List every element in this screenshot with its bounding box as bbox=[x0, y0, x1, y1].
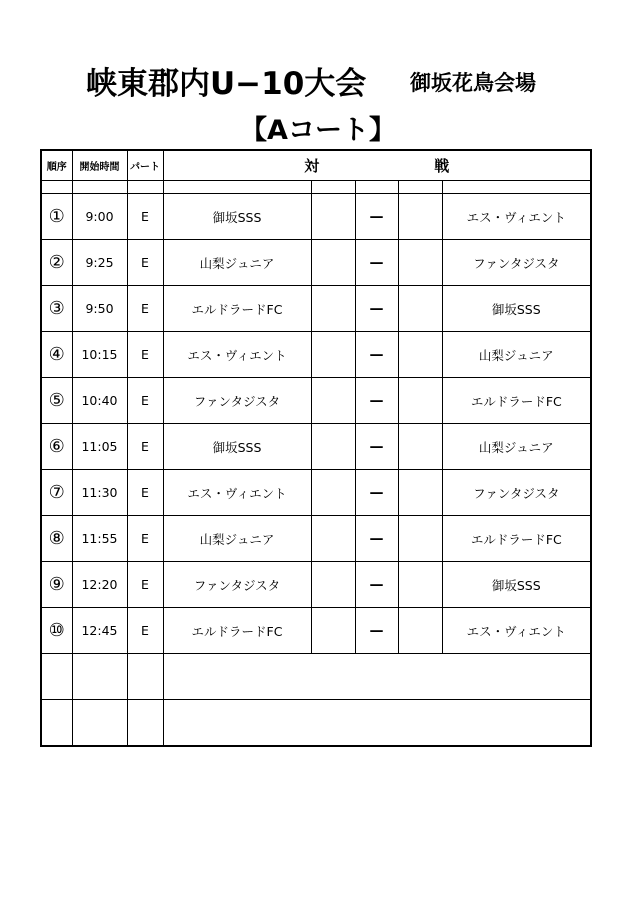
versus-dash: — bbox=[355, 562, 398, 608]
venue-name: 御坂花鳥会場 bbox=[410, 71, 536, 95]
match-number: ⑧ bbox=[41, 516, 72, 562]
match-number: ③ bbox=[41, 286, 72, 332]
title-row bbox=[0, 58, 636, 102]
match-time: 9:25 bbox=[72, 240, 127, 286]
header-start-time: 開始時間 bbox=[72, 150, 127, 181]
table-row bbox=[41, 470, 591, 516]
away-team: エス・ヴィエント bbox=[442, 608, 591, 654]
match-number: ④ bbox=[41, 332, 72, 378]
versus-dash: — bbox=[355, 516, 398, 562]
home-team: エス・ヴィエント bbox=[163, 332, 311, 378]
schedule-body bbox=[41, 181, 591, 747]
header-order: 順序 bbox=[41, 150, 72, 181]
home-team: 御坂SSS bbox=[163, 424, 311, 470]
away-team: 山梨ジュニア bbox=[442, 332, 591, 378]
empty-row bbox=[41, 654, 591, 700]
home-team: ファンタジスタ bbox=[163, 562, 311, 608]
away-score-cell bbox=[398, 378, 442, 424]
match-part: E bbox=[127, 424, 163, 470]
match-time: 10:15 bbox=[72, 332, 127, 378]
table-row bbox=[41, 424, 591, 470]
match-part: E bbox=[127, 470, 163, 516]
home-team: エルドラードFC bbox=[163, 286, 311, 332]
home-score-cell bbox=[311, 608, 355, 654]
empty-number bbox=[41, 654, 72, 700]
table-row bbox=[41, 194, 591, 240]
match-part: E bbox=[127, 286, 163, 332]
away-team: 山梨ジュニア bbox=[442, 424, 591, 470]
away-team: エルドラードFC bbox=[442, 516, 591, 562]
versus-dash: — bbox=[355, 240, 398, 286]
match-part: E bbox=[127, 562, 163, 608]
home-team: 山梨ジュニア bbox=[163, 240, 311, 286]
match-number: ⑨ bbox=[41, 562, 72, 608]
empty-time bbox=[72, 654, 127, 700]
match-part: E bbox=[127, 240, 163, 286]
versus-dash: — bbox=[355, 608, 398, 654]
court-label: 【Aコート】 bbox=[240, 115, 396, 146]
match-time: 10:40 bbox=[72, 378, 127, 424]
match-part: E bbox=[127, 332, 163, 378]
tournament-title: 峡東郡内U−10大会 bbox=[86, 66, 367, 102]
empty-part bbox=[127, 654, 163, 700]
match-number: ⑩ bbox=[41, 608, 72, 654]
match-time: 9:50 bbox=[72, 286, 127, 332]
header-vs-right: 戦 bbox=[434, 157, 450, 175]
empty-match bbox=[163, 700, 591, 747]
match-number: ⑦ bbox=[41, 470, 72, 516]
away-team: ファンタジスタ bbox=[442, 240, 591, 286]
home-score-cell bbox=[311, 240, 355, 286]
match-part: E bbox=[127, 516, 163, 562]
home-team: 山梨ジュニア bbox=[163, 516, 311, 562]
table-row bbox=[41, 562, 591, 608]
away-team: エス・ヴィエント bbox=[442, 194, 591, 240]
home-score-cell bbox=[311, 286, 355, 332]
away-score-cell bbox=[398, 608, 442, 654]
match-part: E bbox=[127, 608, 163, 654]
header-part: パート bbox=[127, 150, 163, 181]
empty-time bbox=[72, 700, 127, 747]
away-score-cell bbox=[398, 516, 442, 562]
home-score-cell bbox=[311, 194, 355, 240]
away-team: 御坂SSS bbox=[442, 562, 591, 608]
versus-dash: — bbox=[355, 470, 398, 516]
table-row bbox=[41, 240, 591, 286]
away-score-cell bbox=[398, 240, 442, 286]
versus-dash: — bbox=[355, 194, 398, 240]
away-score-cell bbox=[398, 194, 442, 240]
empty-match bbox=[163, 654, 591, 700]
empty-row bbox=[41, 700, 591, 747]
match-time: 11:30 bbox=[72, 470, 127, 516]
away-score-cell bbox=[398, 332, 442, 378]
away-score-cell bbox=[398, 424, 442, 470]
schedule-table bbox=[40, 149, 592, 747]
away-team: ファンタジスタ bbox=[442, 470, 591, 516]
versus-dash: — bbox=[355, 378, 398, 424]
match-number: ① bbox=[41, 194, 72, 240]
match-time: 11:05 bbox=[72, 424, 127, 470]
away-team: 御坂SSS bbox=[442, 286, 591, 332]
home-score-cell bbox=[311, 516, 355, 562]
home-team: ファンタジスタ bbox=[163, 378, 311, 424]
away-team: エルドラードFC bbox=[442, 378, 591, 424]
match-time: 12:45 bbox=[72, 608, 127, 654]
match-time: 12:20 bbox=[72, 562, 127, 608]
match-number: ② bbox=[41, 240, 72, 286]
table-row bbox=[41, 608, 591, 654]
home-team: エルドラードFC bbox=[163, 608, 311, 654]
away-score-cell bbox=[398, 286, 442, 332]
match-number: ⑥ bbox=[41, 424, 72, 470]
match-part: E bbox=[127, 194, 163, 240]
away-score-cell bbox=[398, 470, 442, 516]
home-score-cell bbox=[311, 562, 355, 608]
versus-dash: — bbox=[355, 332, 398, 378]
empty-number bbox=[41, 700, 72, 747]
match-number: ⑤ bbox=[41, 378, 72, 424]
table-row bbox=[41, 378, 591, 424]
match-time: 11:55 bbox=[72, 516, 127, 562]
empty-part bbox=[127, 700, 163, 747]
spacer-row bbox=[41, 181, 591, 194]
home-team: 御坂SSS bbox=[163, 194, 311, 240]
table-row bbox=[41, 332, 591, 378]
home-score-cell bbox=[311, 332, 355, 378]
away-score-cell bbox=[398, 562, 442, 608]
home-team: エス・ヴィエント bbox=[163, 470, 311, 516]
header-match bbox=[163, 150, 591, 181]
home-score-cell bbox=[311, 470, 355, 516]
match-part: E bbox=[127, 378, 163, 424]
header-vs-left: 対 bbox=[304, 157, 320, 175]
match-time: 9:00 bbox=[72, 194, 127, 240]
home-score-cell bbox=[311, 378, 355, 424]
home-score-cell bbox=[311, 424, 355, 470]
versus-dash: — bbox=[355, 286, 398, 332]
table-header-row bbox=[41, 150, 591, 181]
table-row bbox=[41, 516, 591, 562]
versus-dash: — bbox=[355, 424, 398, 470]
table-row bbox=[41, 286, 591, 332]
